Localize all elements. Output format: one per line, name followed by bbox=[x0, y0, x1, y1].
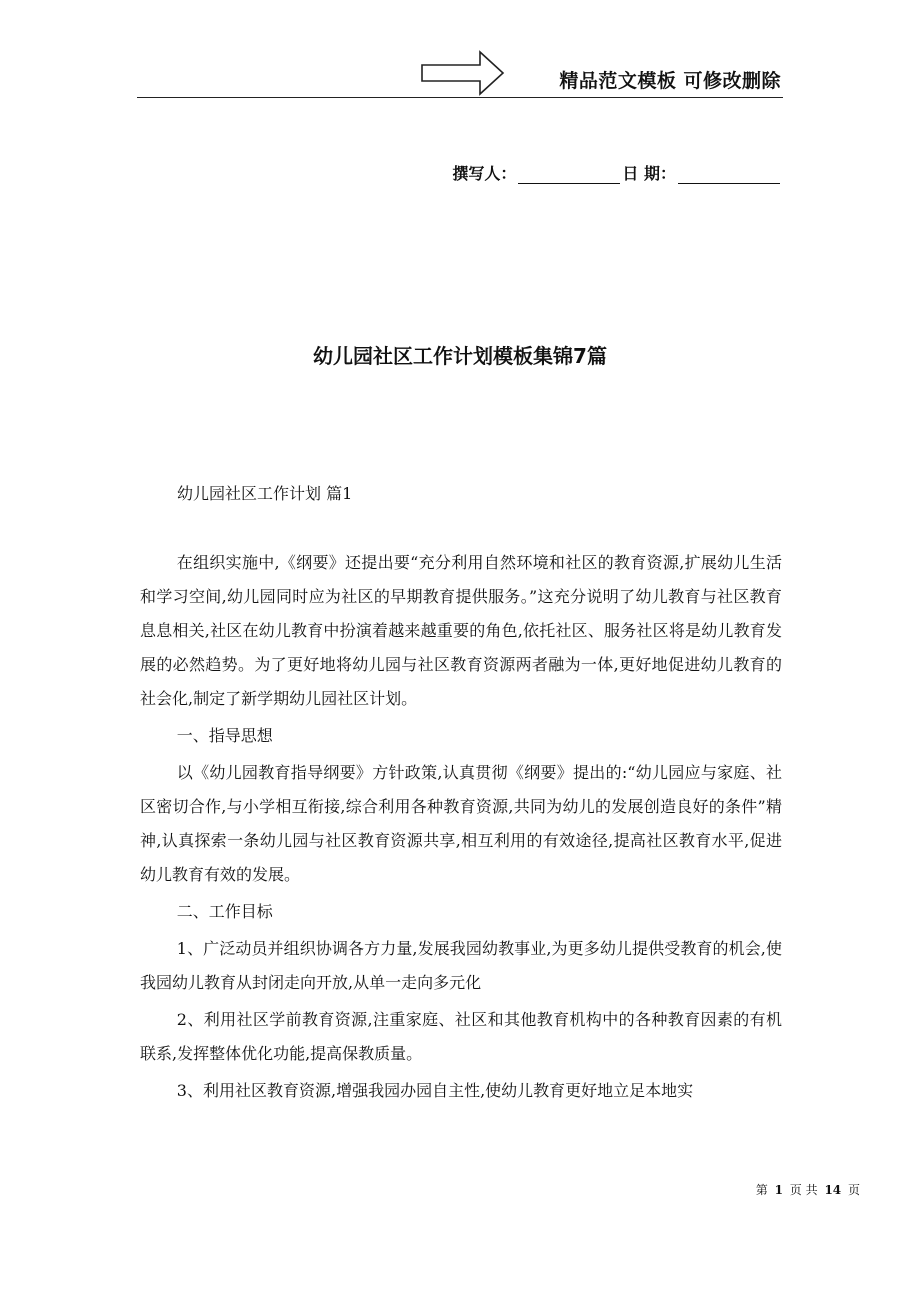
footer-middle: 页 共 bbox=[789, 1183, 818, 1197]
heading-work-goals: 二、工作目标 bbox=[176, 902, 273, 921]
paragraph-intro: 在组织实施中,《纲要》还提出要“充分利用自然环境和社区的教育资源,扩展幼儿生活和学习空间,幼儿园同时应为社区的早期教育提供服务。”这充分说明了幼儿教育与社区教育息息相关,社区在幼儿教育中扮演着越来越重要的角色,依托社区、服务社区将是幼儿教育发展的必然趋势。为了更好地将幼儿园与社区教育资源两者融为一体,更好地促进幼儿教育的社会化,制定了新学期幼儿园社区计划。 bbox=[140, 553, 782, 708]
current-page-number: 1 bbox=[774, 1183, 783, 1197]
total-page-number: 14 bbox=[824, 1183, 842, 1197]
page-footer bbox=[756, 1181, 860, 1198]
footer-prefix: 第 bbox=[755, 1183, 768, 1197]
section-heading: 幼儿园社区工作计划 篇1 bbox=[177, 484, 353, 503]
heading-guiding-ideology: 一、指导思想 bbox=[176, 726, 273, 745]
paragraph-goal-2: 2、利用社区学前教育资源,注重家庭、社区和其他教育机构中的各种教育因素的有机联系,发挥整体优化功能,提高保教质量。 bbox=[140, 1010, 782, 1063]
header-divider bbox=[137, 97, 783, 98]
author-label: 撰写人： bbox=[452, 164, 517, 183]
right-arrow-icon bbox=[420, 50, 506, 96]
document-body bbox=[140, 546, 782, 1111]
paragraph-goal-1: 1、广泛动员并组织协调各方力量,发展我园幼教事业,为更多幼儿提供受教育的机会,使我园幼儿教育从封闭走向开放,从单一走向多元化 bbox=[140, 939, 782, 992]
author-date-line bbox=[452, 161, 782, 184]
date-blank bbox=[678, 165, 780, 184]
header-title: 精品范文模板 可修改删除 bbox=[559, 70, 781, 92]
date-label: 日 期： bbox=[622, 164, 676, 183]
page-header bbox=[137, 50, 783, 98]
paragraph-goal-3: 3、利用社区教育资源,增强我园办园自主性,使幼儿教育更好地立足本地实 bbox=[176, 1081, 694, 1100]
footer-suffix: 页 bbox=[847, 1183, 860, 1197]
author-blank bbox=[518, 165, 620, 184]
document-title: 幼儿园社区工作计划模板集锦7篇 bbox=[313, 344, 607, 368]
paragraph-guiding-ideology: 以《幼儿园教育指导纲要》方针政策,认真贯彻《纲要》提出的:“幼儿园应与家庭、社区密切合作,与小学相互衔接,综合利用各种教育资源,共同为幼儿的发展创造良好的条件”精神,认真探索一条幼儿园与社区教育资源共享,相互利用的有效途径,提高社区教育水平,促进幼儿教育有效的发展。 bbox=[140, 763, 782, 884]
